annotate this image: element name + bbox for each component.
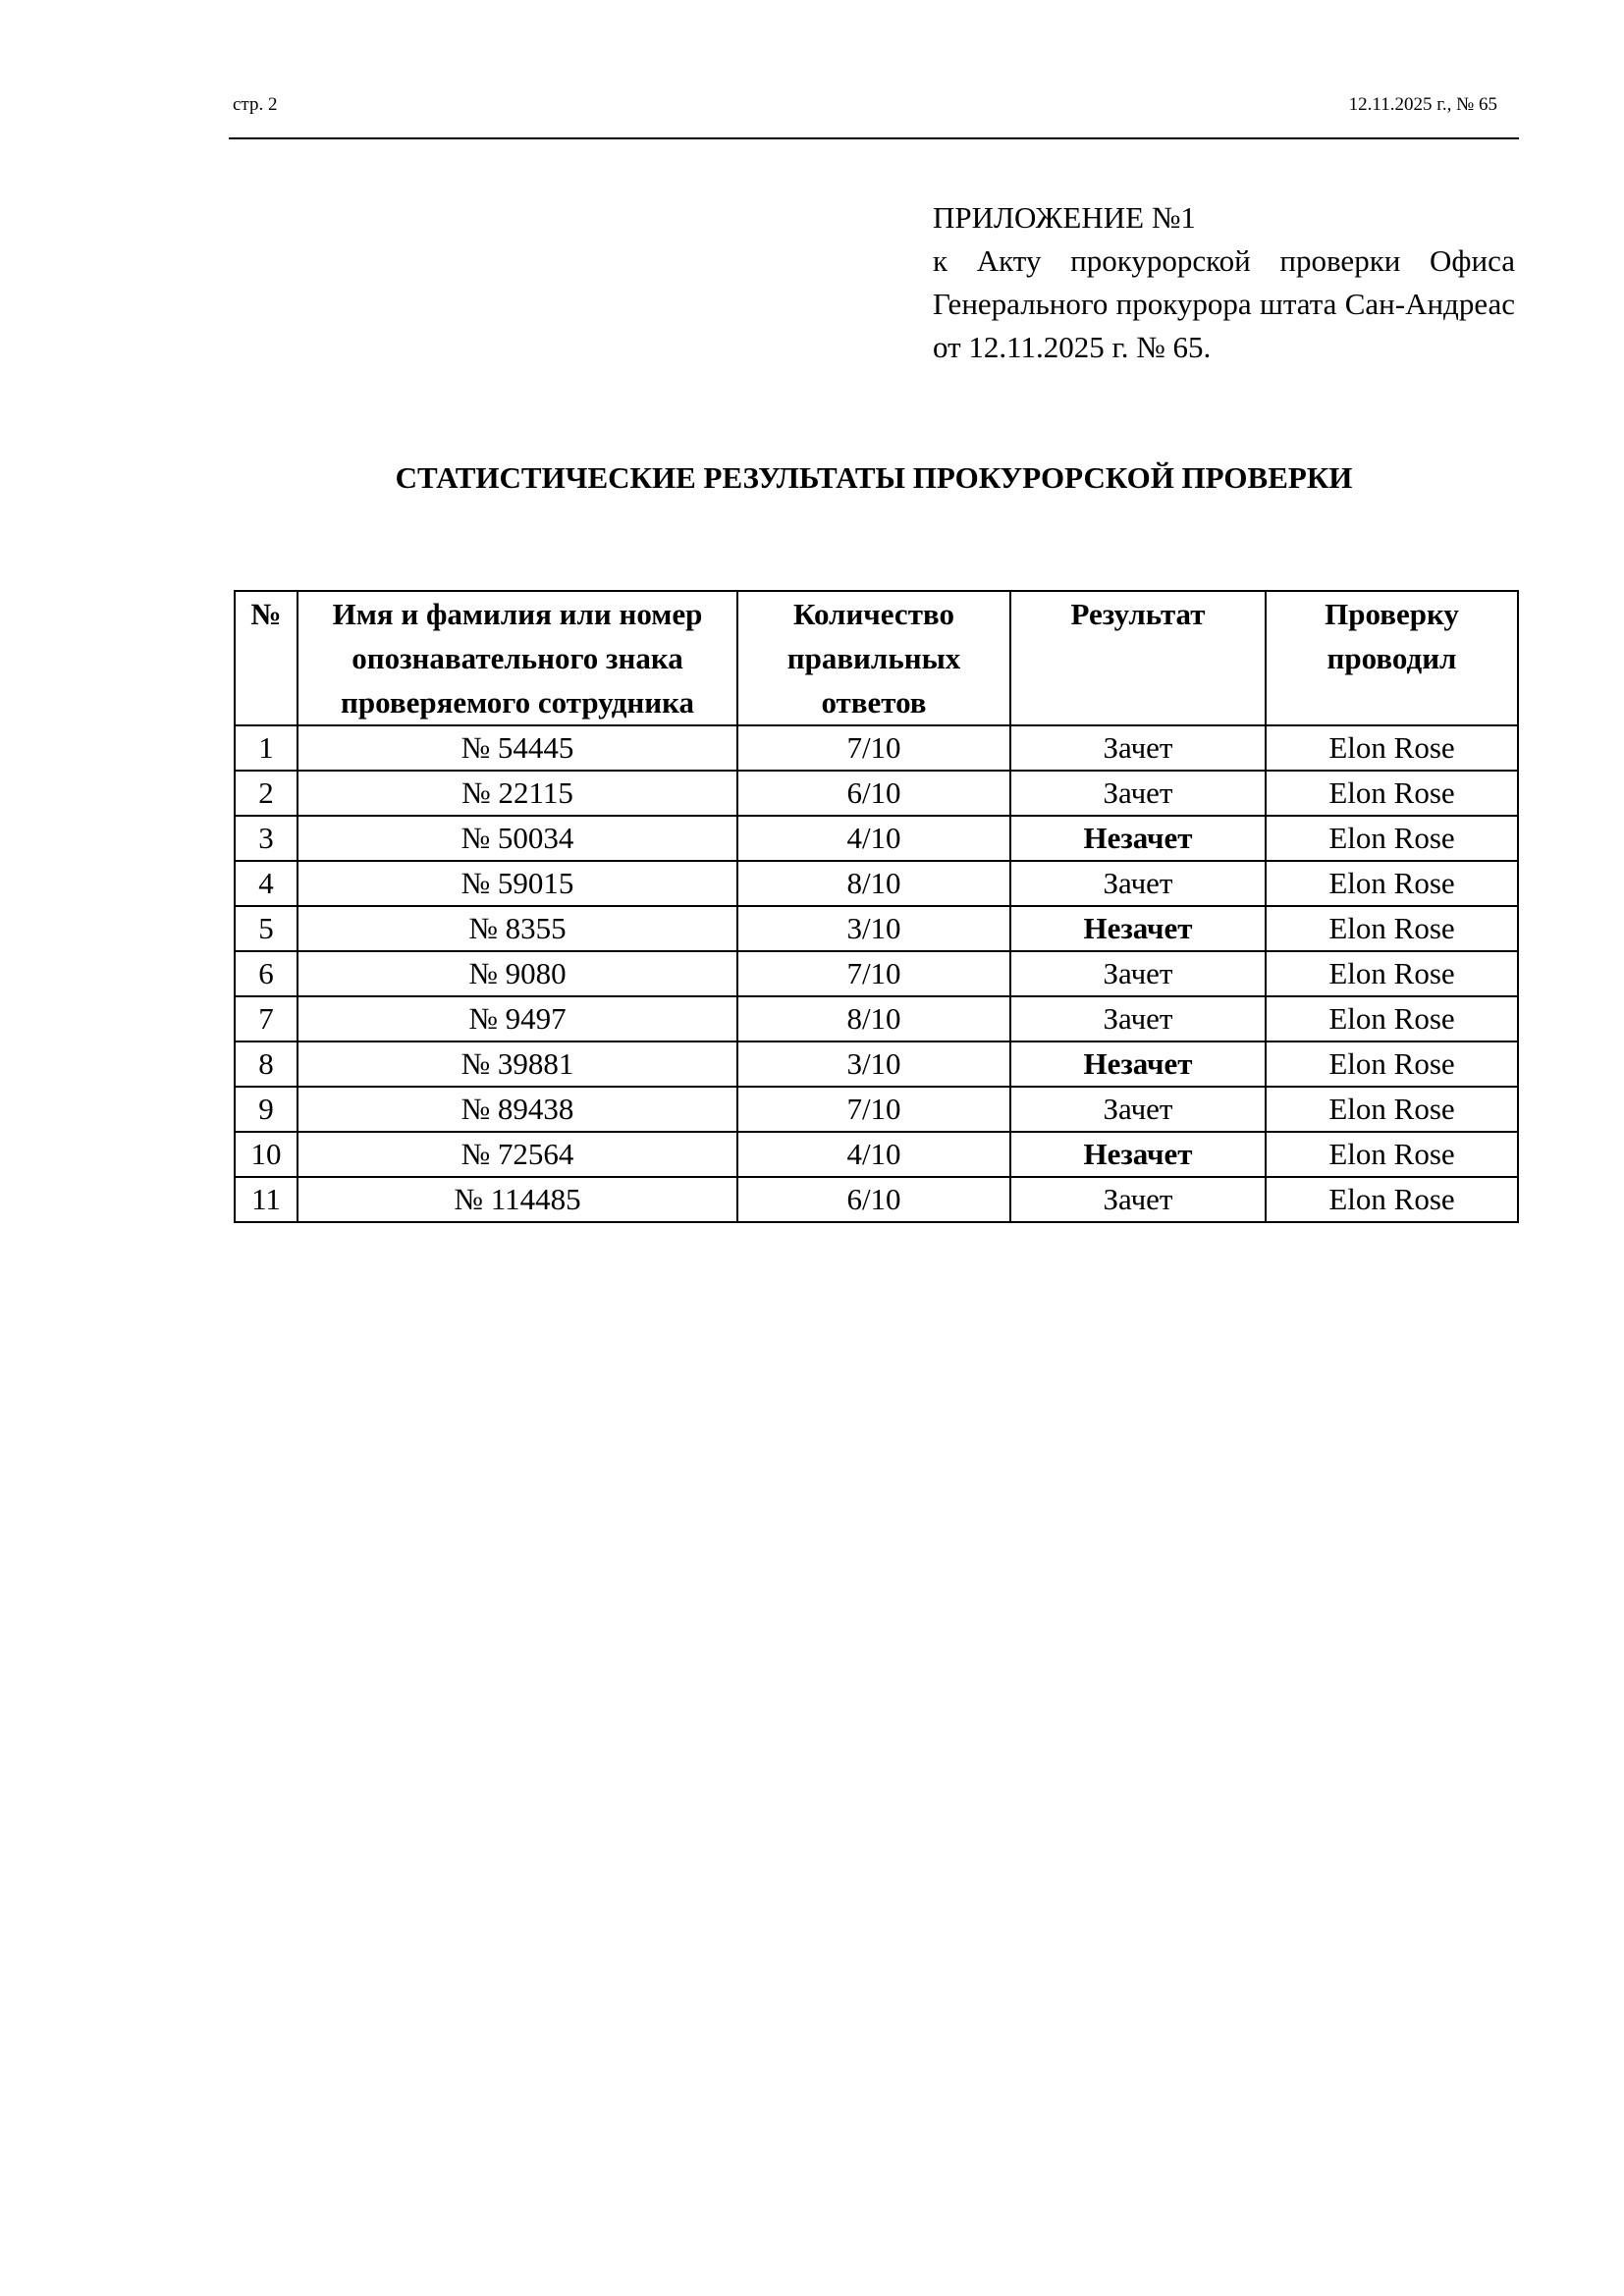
inspector-cell: Elon Rose bbox=[1266, 771, 1518, 816]
score-cell: 6/10 bbox=[737, 1177, 1010, 1222]
appendix-reference: к Акту прокурорской проверки Офиса Генерального прокурора штата Сан-Андреас от 12.11.2025 г. № 65. bbox=[933, 243, 1515, 364]
inspector-cell: Elon Rose bbox=[1266, 1041, 1518, 1087]
page-header bbox=[229, 94, 1519, 139]
result-cell: Зачет bbox=[1010, 951, 1266, 996]
inspector-cell: Elon Rose bbox=[1266, 1087, 1518, 1132]
result-cell: Незачет bbox=[1010, 1041, 1266, 1087]
page-number-label: стр. 2 bbox=[233, 94, 278, 115]
employee-cell: № 72564 bbox=[298, 1132, 737, 1177]
result-cell: Зачет bbox=[1010, 725, 1266, 771]
column-header-inspector: Проверку проводил bbox=[1266, 591, 1518, 725]
employee-cell: № 114485 bbox=[298, 1177, 737, 1222]
row-number-cell: 9 bbox=[235, 1087, 298, 1132]
score-cell: 6/10 bbox=[737, 771, 1010, 816]
row-number-cell: 3 bbox=[235, 816, 298, 861]
column-header-employee: Имя и фамилия или номер опознавательного знака проверяемого сотрудника bbox=[298, 591, 737, 725]
score-cell: 3/10 bbox=[737, 906, 1010, 951]
row-number-cell: 4 bbox=[235, 861, 298, 906]
inspector-cell: Elon Rose bbox=[1266, 861, 1518, 906]
result-cell: Зачет bbox=[1010, 771, 1266, 816]
table-row bbox=[235, 906, 1518, 951]
row-number-cell: 10 bbox=[235, 1132, 298, 1177]
column-header-result: Результат bbox=[1010, 591, 1266, 725]
results-table bbox=[234, 590, 1519, 1223]
table-row bbox=[235, 1177, 1518, 1222]
score-cell: 8/10 bbox=[737, 861, 1010, 906]
result-cell: Незачет bbox=[1010, 906, 1266, 951]
table-row bbox=[235, 1132, 1518, 1177]
appendix-title: ПРИЛОЖЕНИЕ №1 bbox=[933, 200, 1196, 235]
employee-cell: № 22115 bbox=[298, 771, 737, 816]
row-number-cell: 2 bbox=[235, 771, 298, 816]
employee-cell: № 54445 bbox=[298, 725, 737, 771]
score-cell: 7/10 bbox=[737, 951, 1010, 996]
table-body bbox=[235, 725, 1518, 1222]
document-date-number: 12.11.2025 г., № 65 bbox=[1348, 94, 1497, 115]
row-number-cell: 6 bbox=[235, 951, 298, 996]
row-number-cell: 1 bbox=[235, 725, 298, 771]
table-row bbox=[235, 1041, 1518, 1087]
inspector-cell: Elon Rose bbox=[1266, 996, 1518, 1041]
result-cell: Незачет bbox=[1010, 816, 1266, 861]
document-title: СТАТИСТИЧЕСКИЕ РЕЗУЛЬТАТЫ ПРОКУРОРСКОЙ ПРОВЕРКИ bbox=[395, 460, 1353, 495]
employee-cell: № 9497 bbox=[298, 996, 737, 1041]
employee-cell: № 59015 bbox=[298, 861, 737, 906]
inspector-cell: Elon Rose bbox=[1266, 725, 1518, 771]
column-header-number: № bbox=[235, 591, 298, 725]
row-number-cell: 7 bbox=[235, 996, 298, 1041]
score-cell: 4/10 bbox=[737, 816, 1010, 861]
row-number-cell: 8 bbox=[235, 1041, 298, 1087]
table-row bbox=[235, 996, 1518, 1041]
row-number-cell: 11 bbox=[235, 1177, 298, 1222]
row-number-cell: 5 bbox=[235, 906, 298, 951]
employee-cell: № 39881 bbox=[298, 1041, 737, 1087]
score-cell: 4/10 bbox=[737, 1132, 1010, 1177]
table-row bbox=[235, 951, 1518, 996]
inspector-cell: Elon Rose bbox=[1266, 906, 1518, 951]
table-row bbox=[235, 816, 1518, 861]
result-cell: Незачет bbox=[1010, 1132, 1266, 1177]
employee-cell: № 89438 bbox=[298, 1087, 737, 1132]
table-row bbox=[235, 725, 1518, 771]
employee-cell: № 9080 bbox=[298, 951, 737, 996]
result-cell: Зачет bbox=[1010, 996, 1266, 1041]
inspector-cell: Elon Rose bbox=[1266, 816, 1518, 861]
employee-cell: № 50034 bbox=[298, 816, 737, 861]
result-cell: Зачет bbox=[1010, 1087, 1266, 1132]
appendix-block bbox=[933, 196, 1515, 369]
score-cell: 3/10 bbox=[737, 1041, 1010, 1087]
score-cell: 8/10 bbox=[737, 996, 1010, 1041]
table-row bbox=[235, 861, 1518, 906]
table-row bbox=[235, 771, 1518, 816]
score-cell: 7/10 bbox=[737, 725, 1010, 771]
inspector-cell: Elon Rose bbox=[1266, 951, 1518, 996]
score-cell: 7/10 bbox=[737, 1087, 1010, 1132]
result-cell: Зачет bbox=[1010, 1177, 1266, 1222]
inspector-cell: Elon Rose bbox=[1266, 1177, 1518, 1222]
table-header-row bbox=[235, 591, 1518, 725]
result-cell: Зачет bbox=[1010, 861, 1266, 906]
table-row bbox=[235, 1087, 1518, 1132]
column-header-score: Количество правильных ответов bbox=[737, 591, 1010, 725]
inspector-cell: Elon Rose bbox=[1266, 1132, 1518, 1177]
employee-cell: № 8355 bbox=[298, 906, 737, 951]
